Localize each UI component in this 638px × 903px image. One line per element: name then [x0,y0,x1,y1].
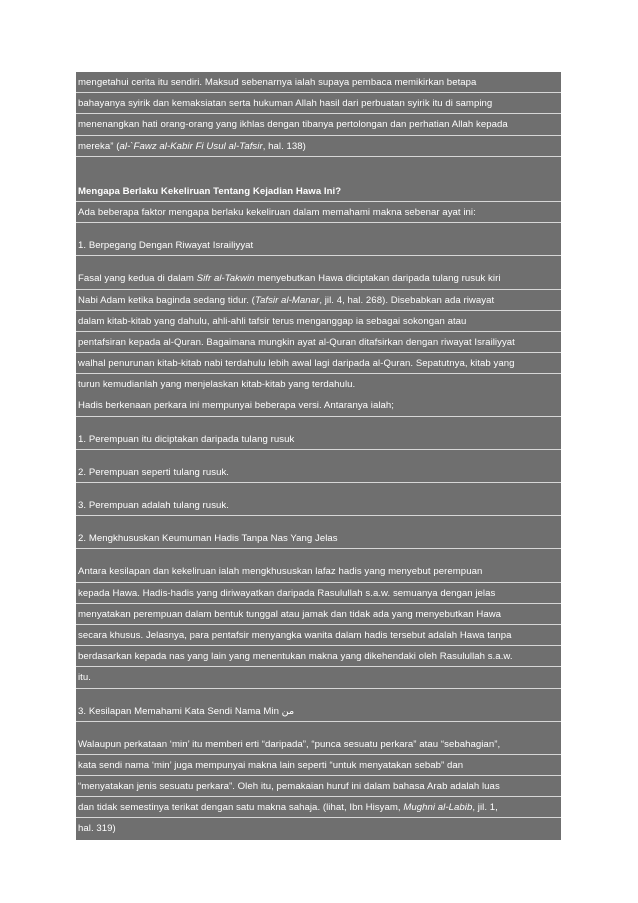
spacer [76,256,561,268]
paragraph-line: bahayanya syirik dan kemaksiatan serta hukuman Allah hasil dari perbuatan syirik itu di samping [76,93,561,114]
spacer [76,722,561,734]
list-item: 2. Perempuan seperti tulang rusuk. [76,462,561,483]
list-item: 1. Perempuan itu diciptakan daripada tulang rusuk [76,429,561,450]
paragraph-line: hal. 319) [78,823,116,835]
paragraph-line: menyatakan perempuan dalam bentuk tunggal atau jamak dan tidak ada yang menyebutkan Hawa [76,604,561,625]
point-title: 2. Mengkhususkan Keumuman Hadis Tanpa Nas Yang Jelas [76,528,561,549]
paragraph-line: menenangkan hati orang-orang yang ikhlas dengan tibanya pertolongan dan perhatian Allah kepada [76,114,561,135]
paragraph-line: berdasarkan kepada nas yang lain yang menentukan makna yang dikehendaki oleh Rasulullah s.a.w. [76,646,561,667]
paragraph-line: Ada beberapa faktor mengapa berlaku kekeliruan dalam memahami makna sebenar ayat ini: [76,202,561,223]
paragraph-line: “menyatakan jenis sesuatu perkara”. Oleh itu, pemakaian huruf ini dalam bahasa Arab adalah luas [76,776,561,797]
paragraph-line: kepada Hawa. Hadis-hadis yang diriwayatkan daripada Rasulullah s.a.w. semuanya dengan jelas [76,583,561,604]
spacer [76,450,561,462]
paragraph-line: Nabi Adam ketika baginda sedang tidur. (Tafsir al-Manar, jil. 4, hal. 268). Disebabkan ada riwayat [76,290,561,311]
paragraph-line: kata sendi nama ‘min’ juga mempunyai makna lain seperti “untuk menyatakan sebab” dan [76,755,561,776]
book-title: Sifr al-Takwin [196,273,255,285]
spacer [76,223,561,235]
paragraph-line: Hadis berkenaan perkara ini mempunyai beberapa versi. Antaranya ialah; [76,395,561,416]
document-body [76,72,561,840]
paragraph-line: mengetahui cerita itu sendiri. Maksud sebenarnya ialah supaya pembaca memikirkan betapa [76,72,561,93]
list-item: 3. Perempuan adalah tulang rusuk. [76,495,561,516]
spacer [76,689,561,701]
paragraph-line: Antara kesilapan dan kekeliruan ialah mengkhususkan lafaz hadis yang menyebut perempuan [76,561,561,582]
book-title: al-`Fawz al-Kabir Fi Usul al-Tafsir [119,140,263,152]
paragraph-line: turun kemudianlah yang menjelaskan kitab-kitab yang terdahulu. [78,379,356,391]
spacer [76,549,561,561]
paragraph-line: Walaupun perkataan ‘min’ itu memberi erti “daripada”, “punca sesuatu perkara” atau “sebahagian”, [76,734,561,755]
spacer [76,516,561,528]
point-title: 1. Berpegang Dengan Riwayat Israiliyyat [76,235,561,256]
paragraph-line: walhal penurunan kitab-kitab nabi terdahulu lebih awal lagi daripada al-Quran. Sepatutnya, kitab yang [76,353,561,374]
paragraph-line-citation: mereka” (al-`Fawz al-Kabir Fi Usul al-Tafsir, hal. 138) [76,136,561,157]
paragraph-line: secara khusus. Jelasnya, para pentafsir menyangka wanita dalam hadis tersebut adalah Hawa tanpa [76,625,561,646]
paragraph-line: Fasal yang kedua di dalam Sifr al-Takwin menyebutkan Hawa diciptakan daripada tulang rusuk kiri [76,268,561,289]
spacer [76,483,561,495]
book-title: Mughni al-Labib [403,802,473,814]
spacer [76,417,561,429]
paragraph-line: dan tidak semestinya terikat dengan satu makna sahaja. (lihat, Ibn Hisyam, Mughni al-Labib, jil. 1, [76,797,561,818]
spacer [76,157,561,181]
point-title: 3. Kesilapan Memahami Kata Sendi Nama Min من [76,701,561,722]
section-heading: Mengapa Berlaku Kekeliruan Tentang Kejadian Hawa Ini? [76,181,561,202]
paragraph-line: itu. [76,667,561,688]
book-title: Tafsir al-Manar [254,294,320,306]
paragraph-line: dalam kitab-kitab yang dahulu, ahli-ahli tafsir terus menganggap ia sebagai sokongan atau [76,311,561,332]
paragraph-line: pentafsiran kepada al-Quran. Bagaimana mungkin ayat al-Quran ditafsirkan dengan riwayat Israiliyyat [76,332,561,353]
